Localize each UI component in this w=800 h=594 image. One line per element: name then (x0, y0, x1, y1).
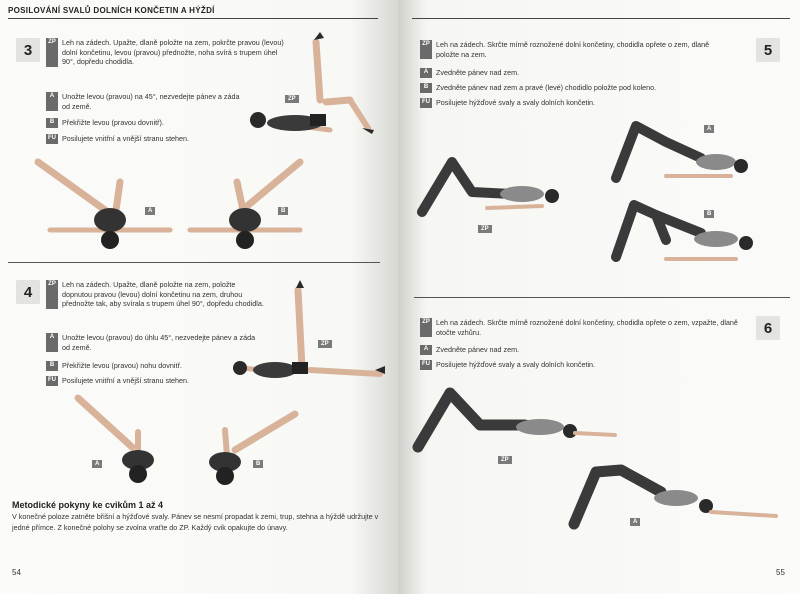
ex4-b-label: B (253, 460, 263, 468)
ex5-b-figure (606, 195, 766, 270)
zp-tag: ZP (46, 38, 58, 67)
a-tag: A (46, 333, 58, 352)
ex4-a-row (46, 333, 256, 352)
ex6-a-row (420, 345, 720, 355)
ex4-fu-text: Posilujete vnitřní a vnější stranu stehen. (62, 376, 190, 385)
exercise-6-number: 6 (756, 316, 780, 340)
method-title: Metodické pokyny ke cvikům 1 až 4 (12, 500, 164, 510)
ex3-a-label: A (145, 207, 155, 215)
ex3-a-figure (30, 152, 175, 252)
ex5-fu-text: Posilujete hýžďové svaly a svaly dolních končetin. (436, 98, 596, 107)
header-rule (8, 18, 378, 19)
ex3-a-row (46, 92, 246, 111)
exercise-5-number: 5 (756, 38, 780, 62)
a-tag: A (46, 92, 58, 111)
method-text: V konečné poloze zatněte břišní a hýžďové svaly. Pánev se nesmí propadat k zemi, trup, stehna a hýždě udržujte v jedné přímce. Z konečné polohy se zvolna vraťte do ZP. Každý cvik opakujte do únavy. (12, 512, 379, 532)
ex3-b-figure (185, 152, 330, 252)
a-tag: A (420, 345, 432, 355)
fu-tag: FÚ (46, 376, 58, 386)
ex5-zp-label: ZP (478, 225, 492, 233)
fu-tag: FÚ (420, 98, 432, 108)
section-divider-right (414, 297, 790, 298)
a-tag: A (420, 68, 432, 78)
ex6-fu-text: Posilujete hýžďové svaly a svaly dolních končetin. (436, 360, 596, 369)
ex4-zp-label: ZP (318, 340, 332, 348)
ex4-a-figure (70, 392, 190, 487)
ex6-zp-figure (410, 385, 620, 455)
ex4-b-row (46, 361, 256, 371)
ex6-a-text: Zvedněte pánev nad zem. (436, 345, 520, 354)
ex5-a-label: A (704, 125, 714, 133)
ex5-zp-figure (412, 150, 572, 225)
ex3-b-text: Překřižte levou (pravou dovnitř). (62, 118, 164, 127)
ex5-zp-row (420, 40, 720, 59)
ex4-b-text: Překřižte levou (pravou) nohu dovnitř. (62, 361, 182, 370)
ex5-b-label: B (704, 210, 714, 218)
ex6-zp-row (420, 318, 740, 337)
ex5-a-text: Zvedněte pánev nad zem. (436, 68, 520, 77)
ex5-b-text: Zvedněte pánev nad zem a pravé (levé) chodidlo položte pod koleno. (436, 83, 657, 92)
ex5-fu-row (420, 98, 740, 108)
ex5-a-row (420, 68, 720, 78)
ex5-b-row (420, 83, 740, 93)
page-number-left: 54 (12, 568, 21, 577)
right-page (398, 0, 800, 594)
ex3-zp-label: ZP (285, 95, 299, 103)
page-number-right: 55 (776, 568, 785, 577)
exercise-3-number: 3 (16, 38, 40, 62)
ex5-a-figure (606, 118, 766, 188)
exercise-4-number: 4 (16, 280, 40, 304)
ex4-b-figure (195, 400, 315, 490)
zp-tag: ZP (420, 40, 432, 59)
zp-tag: ZP (420, 318, 432, 337)
ex4-zp-text: Leh na zádech. Upažte, dlaně položte na zem, položte dopnutou pravou (levou) dolní končetinu na zem, druhou přednožte tak, aby svírala s trupem úhel 90°, dopředu chodidla. (62, 280, 264, 308)
ex6-zp-text: Leh na zádech. Skrčte mírně roznožené dolní končetiny, chodidla opřete o zem, vzpažte, dlaně otočte vzhůru. (436, 318, 738, 337)
left-page (0, 0, 398, 594)
header-rule-right (412, 18, 790, 19)
ex5-zp-text: Leh na zádech. Skrčte mírně roznožené dolní končetiny, chodidla opřete o zem, dlaně položte na zem. (436, 40, 710, 59)
ex6-a-figure (566, 462, 781, 532)
ex4-fu-row (46, 376, 256, 386)
ex3-a-text: Unožte levou (pravou) na 45°, nezvedejte pánev a záda od země. (62, 92, 240, 111)
ex6-zp-label: ZP (498, 456, 512, 464)
ex4-a-label: A (92, 460, 102, 468)
zp-tag: ZP (46, 280, 58, 309)
fu-tag: FÚ (420, 360, 432, 370)
ex3-zp-figure (240, 30, 390, 145)
ex3-zp-text: Leh na zádech. Upažte, dlaně položte na zem, pokrčte pravou (levou) dolní končetinu, levou (pravou) přednožte, noha svírá s trupem úhel 90°, dopředu chodidla. (62, 38, 284, 66)
b-tag: B (46, 361, 58, 371)
ex4-zp-figure (230, 280, 390, 390)
section-divider (8, 262, 380, 263)
ex3-b-label: B (278, 207, 288, 215)
ex3-fu-text: Posilujete vnitřní a vnější stranu stehen. (62, 134, 190, 143)
chapter-header: POSILOVÁNÍ SVALŮ DOLNÍCH KONČETIN A HÝŽDÍ (8, 6, 215, 15)
b-tag: B (420, 83, 432, 93)
ex4-a-text: Unožte levou (pravou) do úhlu 45°, nezvedejte pánev a záda od země. (62, 333, 256, 352)
ex3-fu-row (46, 134, 246, 144)
fu-tag: FÚ (46, 134, 58, 144)
b-tag: B (46, 118, 58, 128)
ex3-b-row (46, 118, 246, 128)
ex6-fu-row (420, 360, 740, 370)
ex6-a-label: A (630, 518, 640, 526)
